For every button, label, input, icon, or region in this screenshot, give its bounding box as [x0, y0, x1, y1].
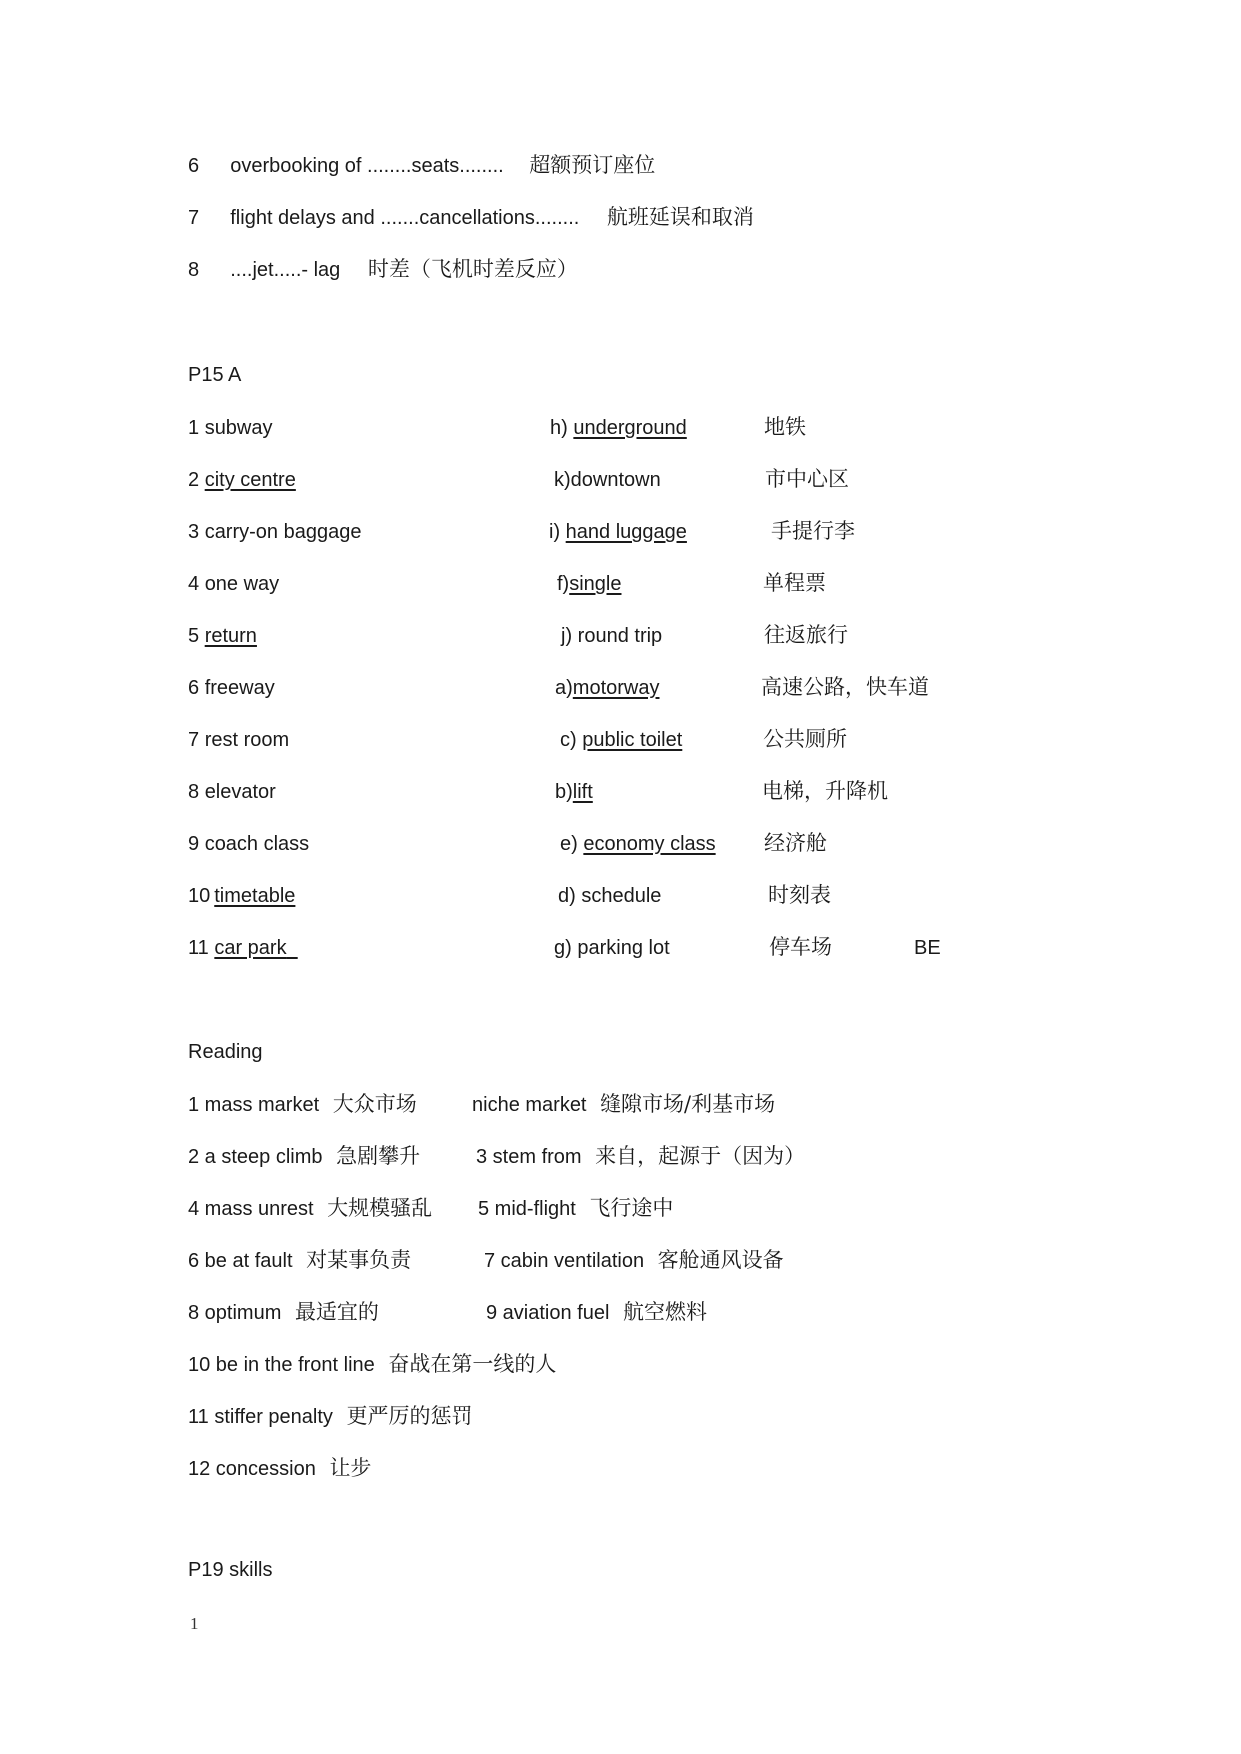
match-term: economy class	[583, 833, 716, 855]
reading-row-3	[188, 1195, 432, 1222]
row-number: 8	[188, 781, 200, 803]
p15-cn-1: 地铁	[764, 415, 806, 439]
match-term: lift	[572, 781, 593, 803]
chinese-translation: 更严厉的惩罚	[346, 1404, 473, 1428]
p15-left-8	[188, 779, 276, 805]
chinese-translation: 来自，起源于（因为）	[595, 1144, 806, 1168]
term: elevator	[204, 781, 276, 803]
intro-line-7	[188, 204, 754, 231]
english-term: 10 be in the front line	[188, 1354, 375, 1376]
row-number: 5	[188, 625, 200, 647]
p15-left-1	[188, 415, 273, 441]
english-term: 4 mass unrest	[188, 1198, 314, 1220]
term: city centre	[204, 469, 296, 491]
p15-left-10	[188, 883, 295, 909]
english-term: 12 concession	[188, 1458, 316, 1480]
english-term: niche market	[472, 1094, 587, 1116]
item-number: 8	[188, 259, 200, 281]
match-letter: i)	[549, 521, 561, 543]
english-term: overbooking of ........seats........	[230, 155, 504, 177]
chinese-translation: 超额预订座位	[529, 153, 656, 177]
match-term: schedule	[581, 885, 662, 907]
match-letter: e)	[560, 833, 578, 855]
english-term: flight delays and .......cancellations........	[230, 207, 580, 229]
row-number: 7	[188, 729, 200, 751]
row-number: 9	[188, 833, 200, 855]
match-term: single	[569, 573, 622, 595]
reading-row-3b	[478, 1195, 673, 1222]
p15-left-9	[188, 831, 309, 857]
reading-row-4b	[484, 1247, 784, 1274]
row-number: 10	[188, 885, 211, 907]
english-term: 11 stiffer penalty	[188, 1406, 333, 1428]
term: coach class	[204, 833, 310, 855]
match-letter: j)	[561, 625, 573, 647]
section-heading-p15: P15 A	[188, 364, 242, 386]
section-heading-reading: Reading	[188, 1041, 263, 1063]
match-term: public toilet	[582, 729, 683, 751]
p15-cn-7: 公共厕所	[763, 727, 847, 751]
p15-match-g	[554, 935, 670, 961]
term: car park	[214, 937, 287, 959]
p15-left-2	[188, 467, 296, 493]
reading-row-1	[188, 1091, 417, 1118]
p15-cn-6: 高速公路，快车道	[761, 675, 929, 699]
chinese-translation: 最适宜的	[294, 1300, 379, 1324]
chinese-translation: 飞行途中	[589, 1196, 674, 1220]
reading-row-2b	[476, 1143, 805, 1170]
intro-line-8	[188, 256, 578, 283]
row-number: 6	[188, 677, 200, 699]
intro-line-6	[188, 152, 655, 179]
match-letter: c)	[560, 729, 577, 751]
chinese-translation: 让步	[329, 1456, 372, 1480]
p15-cn-11: 停车场	[769, 935, 832, 959]
chinese-translation: 时差（飞机时差反应）	[367, 257, 578, 281]
match-term: round trip	[577, 625, 663, 647]
p15-match-c	[560, 727, 682, 753]
match-letter: b)	[555, 781, 573, 803]
match-letter: d)	[558, 885, 576, 907]
english-term: 6 be at fault	[188, 1250, 293, 1272]
reading-row-5b	[486, 1299, 707, 1326]
page-number: 1	[190, 1614, 199, 1633]
p15-left-7	[188, 727, 289, 753]
chinese-translation: 大众市场	[332, 1092, 417, 1116]
section-heading-p19: P19 skills	[188, 1559, 273, 1581]
match-term: downtown	[570, 469, 661, 491]
match-letter: g)	[554, 937, 572, 959]
p15-match-e	[560, 831, 716, 857]
term: timetable	[214, 885, 296, 907]
chinese-translation: 大规模骚乱	[327, 1196, 433, 1220]
p15-match-k	[554, 467, 661, 493]
term: rest room	[204, 729, 290, 751]
match-term: motorway	[572, 677, 660, 699]
p15-cn-2: 市中心区	[765, 467, 849, 491]
term: carry-on baggage	[204, 521, 362, 543]
english-term: 8 optimum	[188, 1302, 282, 1324]
english-term: 7 cabin ventilation	[484, 1250, 645, 1272]
p15-match-h	[550, 415, 687, 441]
p15-cn-4: 单程票	[763, 571, 826, 595]
chinese-translation: 奋战在第一线的人	[388, 1352, 557, 1376]
match-term: hand luggage	[565, 521, 687, 543]
english-term: 5 mid-flight	[478, 1198, 576, 1220]
row-number: 1	[188, 417, 200, 439]
p15-cn-3: 手提行李	[771, 519, 855, 543]
p15-left-3	[188, 519, 361, 545]
match-letter: h)	[550, 417, 568, 439]
p15-left-4	[188, 571, 279, 597]
term: one way	[204, 573, 280, 595]
p15-note-be: BE	[914, 937, 941, 959]
reading-row-2	[188, 1143, 420, 1170]
match-letter: f)	[557, 573, 570, 595]
p15-left-5	[188, 623, 257, 649]
english-term: 9 aviation fuel	[486, 1302, 610, 1324]
reading-row-1b	[472, 1091, 775, 1118]
row-number: 11	[188, 937, 209, 959]
p15-match-d	[558, 883, 661, 909]
term: freeway	[204, 677, 275, 699]
item-number: 6	[188, 155, 200, 177]
reading-row-8	[188, 1455, 371, 1482]
p15-cn-8: 电梯，升降机	[762, 779, 888, 803]
reading-row-7	[188, 1403, 472, 1430]
match-term: underground	[573, 417, 687, 439]
chinese-translation: 航班延误和取消	[606, 205, 754, 229]
item-number: 7	[188, 207, 200, 229]
match-letter: k)	[554, 469, 571, 491]
p15-match-i	[549, 519, 687, 545]
chinese-translation: 客舱通风设备	[657, 1248, 784, 1272]
p15-match-j	[561, 623, 662, 649]
p15-match-f	[557, 571, 621, 597]
reading-row-4	[188, 1247, 411, 1274]
term: subway	[204, 417, 273, 439]
term: return	[204, 625, 257, 647]
chinese-translation: 急剧攀升	[336, 1144, 421, 1168]
english-term: 3 stem from	[476, 1146, 582, 1168]
row-number: 3	[188, 521, 200, 543]
p15-left-6	[188, 675, 275, 701]
reading-row-6	[188, 1351, 556, 1378]
english-term: 2 a steep climb	[188, 1146, 323, 1168]
p15-cn-10: 时刻表	[768, 883, 831, 907]
row-number: 4	[188, 573, 200, 595]
p15-match-a	[555, 675, 660, 701]
p15-match-b	[555, 779, 593, 805]
p15-cn-5: 往返旅行	[764, 623, 848, 647]
reading-row-5	[188, 1299, 379, 1326]
chinese-translation: 对某事负责	[306, 1248, 412, 1272]
match-letter: a)	[555, 677, 573, 699]
english-term: 1 mass market	[188, 1094, 320, 1116]
chinese-translation: 缝隙市场/利基市场	[600, 1092, 776, 1116]
row-number: 2	[188, 469, 200, 491]
english-term: ....jet.....- lag	[230, 259, 341, 281]
match-term: parking lot	[577, 937, 670, 959]
p15-left-11	[188, 935, 298, 961]
p15-cn-9: 经济舱	[764, 831, 827, 855]
chinese-translation: 航空燃料	[622, 1300, 707, 1324]
